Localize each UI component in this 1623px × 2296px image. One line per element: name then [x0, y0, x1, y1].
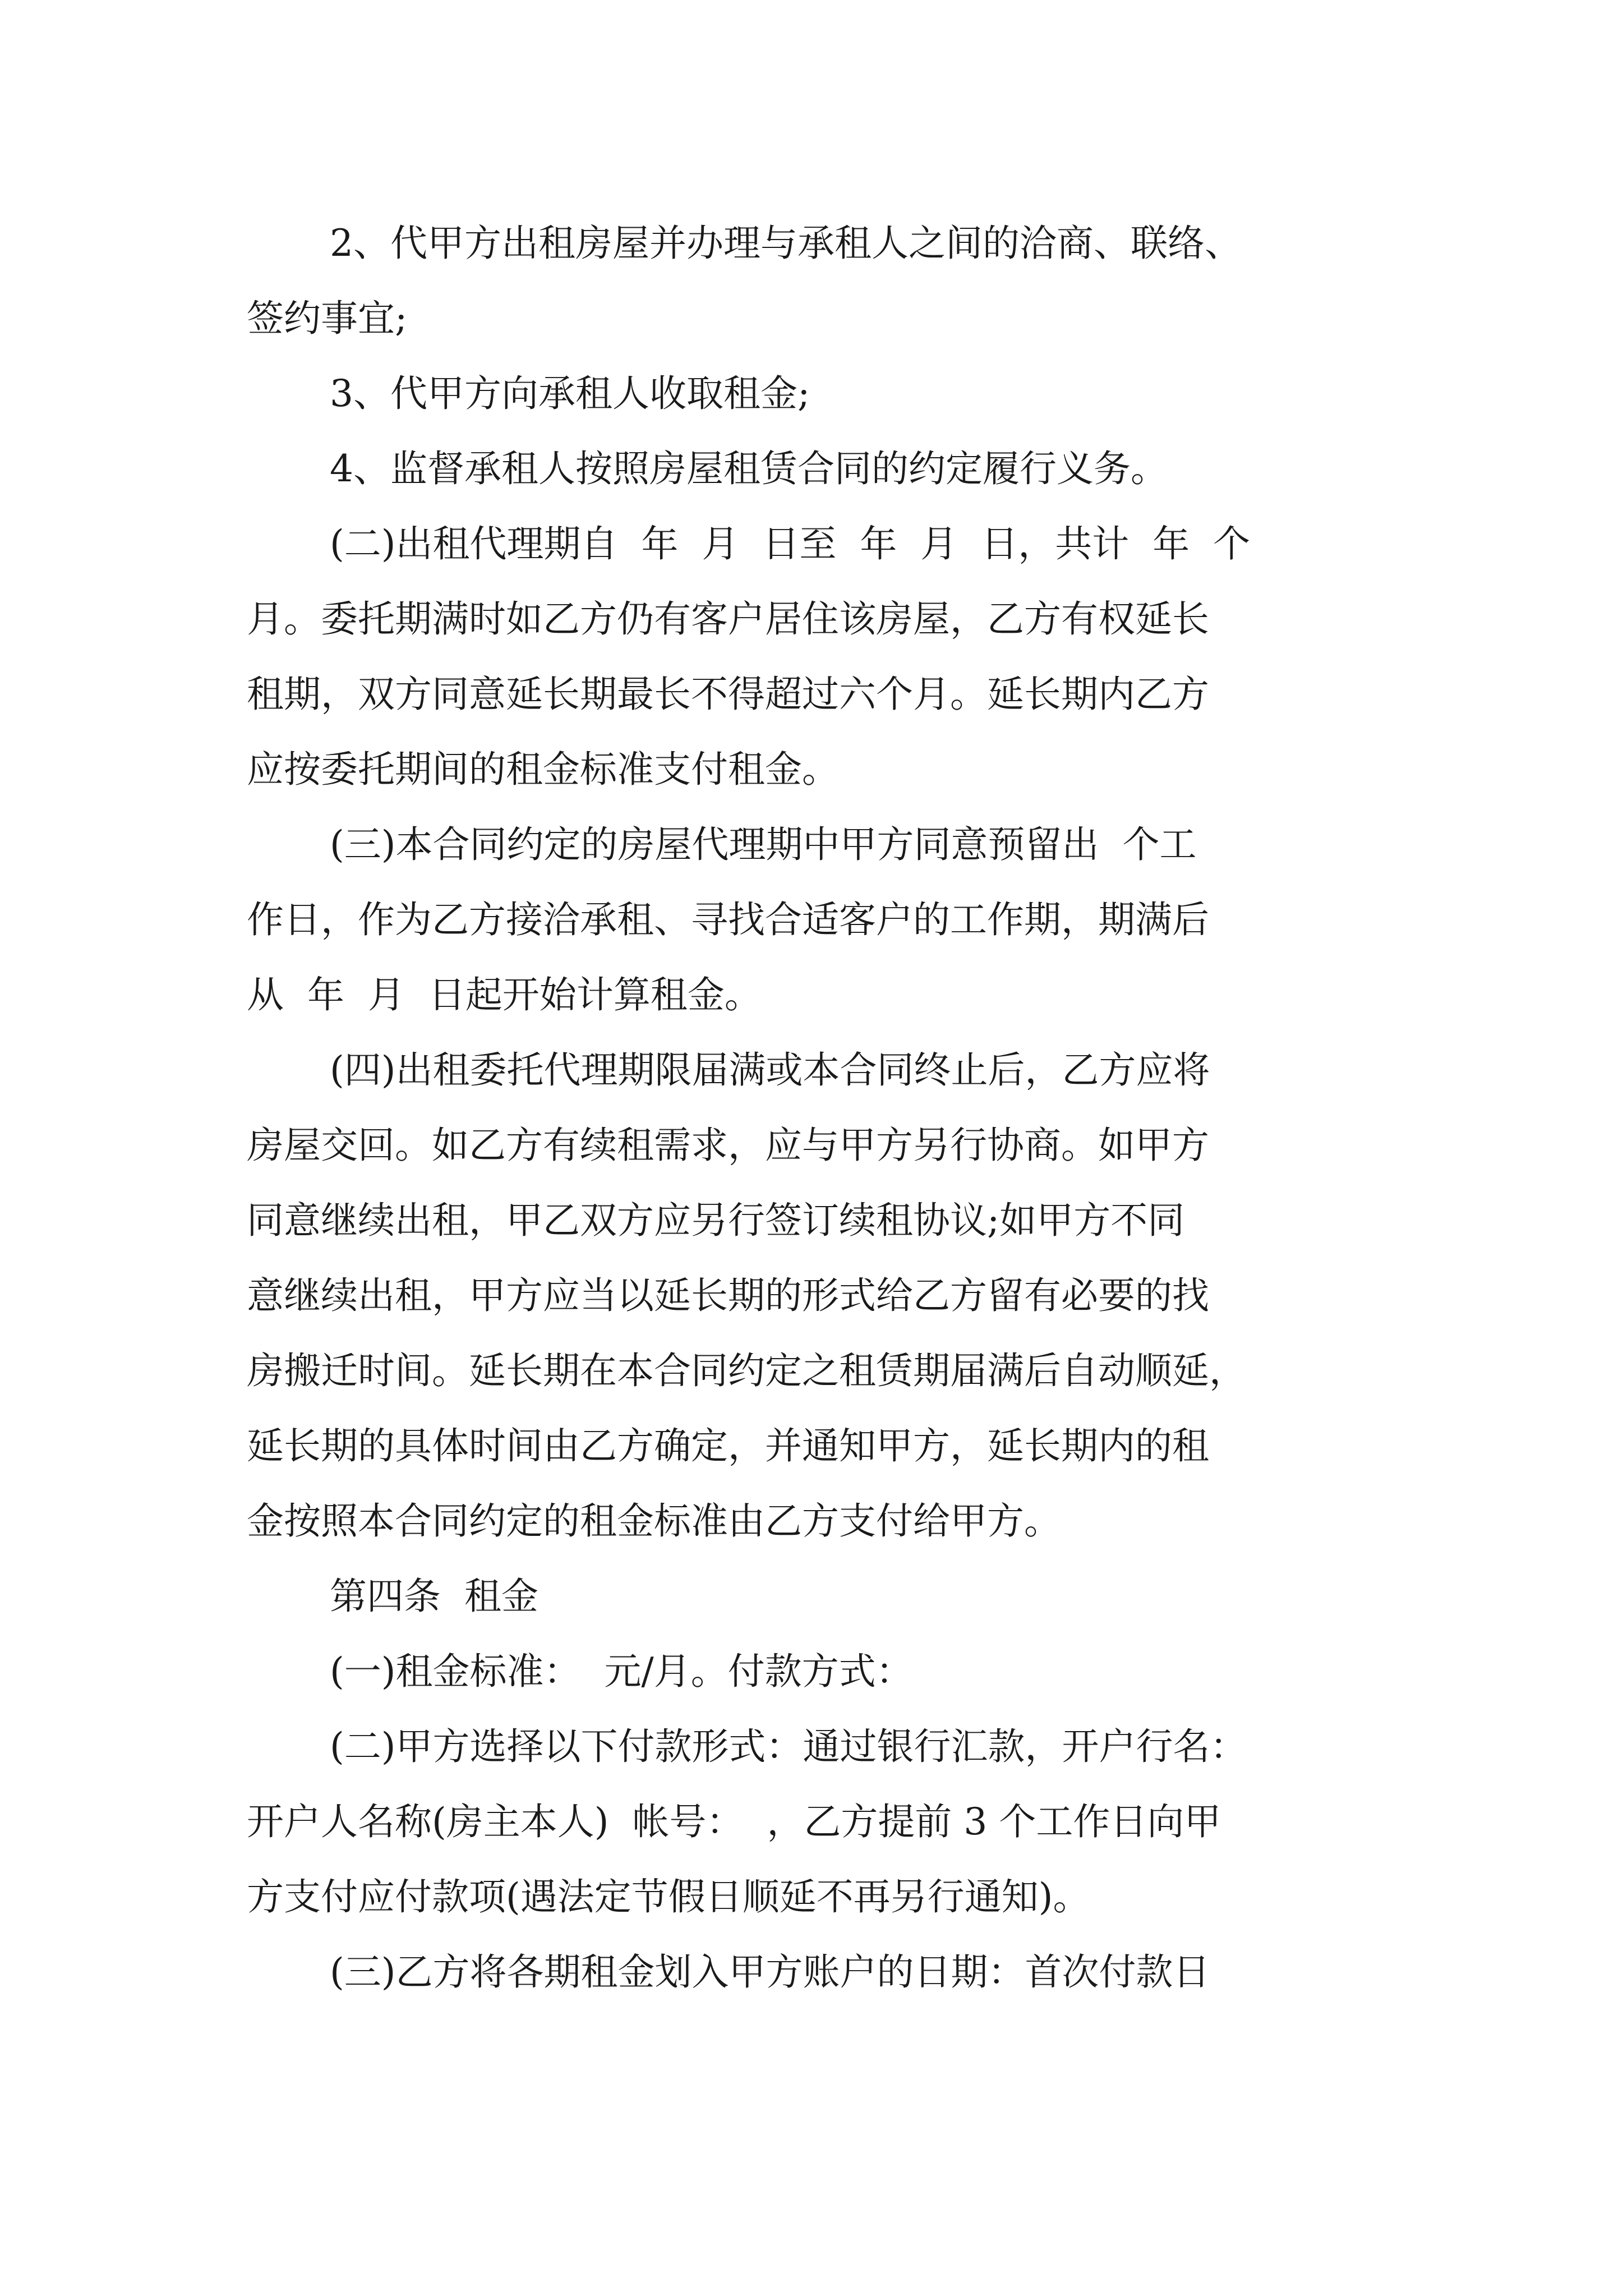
text-line: 租期，双方同意延长期最长不得超过六个月。延长期内乙方 [247, 673, 1209, 716]
text-line: 方支付应付款项(遇法定节假日顺延不再另行通知)。 [247, 1875, 1090, 1918]
text-line: 签约事宜; [247, 297, 408, 340]
text-line: 同意继续出租，甲乙双方应另行签订续租协议;如甲方不同 [247, 1199, 1185, 1242]
text-line: 从 年 月 日起开始计算租金。 [247, 973, 762, 1016]
section-heading: 第四条 租金 [330, 1575, 538, 1618]
text-line: 开户人名称(房主本人) 帐号： ，乙方提前 3 个工作日向甲 [247, 1800, 1221, 1843]
text-line: 房搬迁时间。延长期在本合同约定之租赁期届满后自动顺延， [247, 1349, 1246, 1392]
text-line: 作日，作为乙方接洽承租、寻找合适客户的工作期，期满后 [247, 898, 1209, 941]
text-line: 金按照本合同约定的租金标准由乙方支付给甲方。 [247, 1499, 1061, 1543]
text-line: (二)出租代理期自 年 月 日至 年 月 日，共计 年 个 [330, 522, 1251, 565]
text-line: (二)甲方选择以下付款形式：通过银行汇款，开户行名： [330, 1725, 1247, 1768]
document-page [247, 206, 1391, 2010]
text-line: (四)出租委托代理期限届满或本合同终止后，乙方应将 [330, 1048, 1210, 1092]
text-line: 3、代甲方向承租人收取租金; [330, 372, 810, 415]
text-line: 延长期的具体时间由乙方确定，并通知甲方，延长期内的租 [247, 1424, 1209, 1467]
text-line: 月。委托期满时如乙方仍有客户居住该房屋，乙方有权延长 [247, 597, 1209, 641]
text-line: 4、监督承租人按照房屋租赁合同的约定履行义务。 [330, 447, 1168, 490]
text-line: 房屋交回。如乙方有续租需求，应与甲方另行协商。如甲方 [247, 1124, 1209, 1167]
text-line: (三)乙方将各期租金划入甲方账户的日期：首次付款日 [330, 1950, 1210, 1994]
text-line: 2、代甲方出租房屋并办理与承租人之间的洽商、联络、 [330, 222, 1242, 265]
text-line: (三)本合同约定的房屋代理期中甲方同意预留出 个工 [330, 823, 1197, 866]
text-line: 意继续出租，甲方应当以延长期的形式给乙方留有必要的找 [247, 1274, 1209, 1317]
text-line: 应按委托期间的租金标准支付租金。 [247, 748, 839, 791]
text-line: (一)租金标准： 元/月。付款方式： [330, 1650, 913, 1693]
